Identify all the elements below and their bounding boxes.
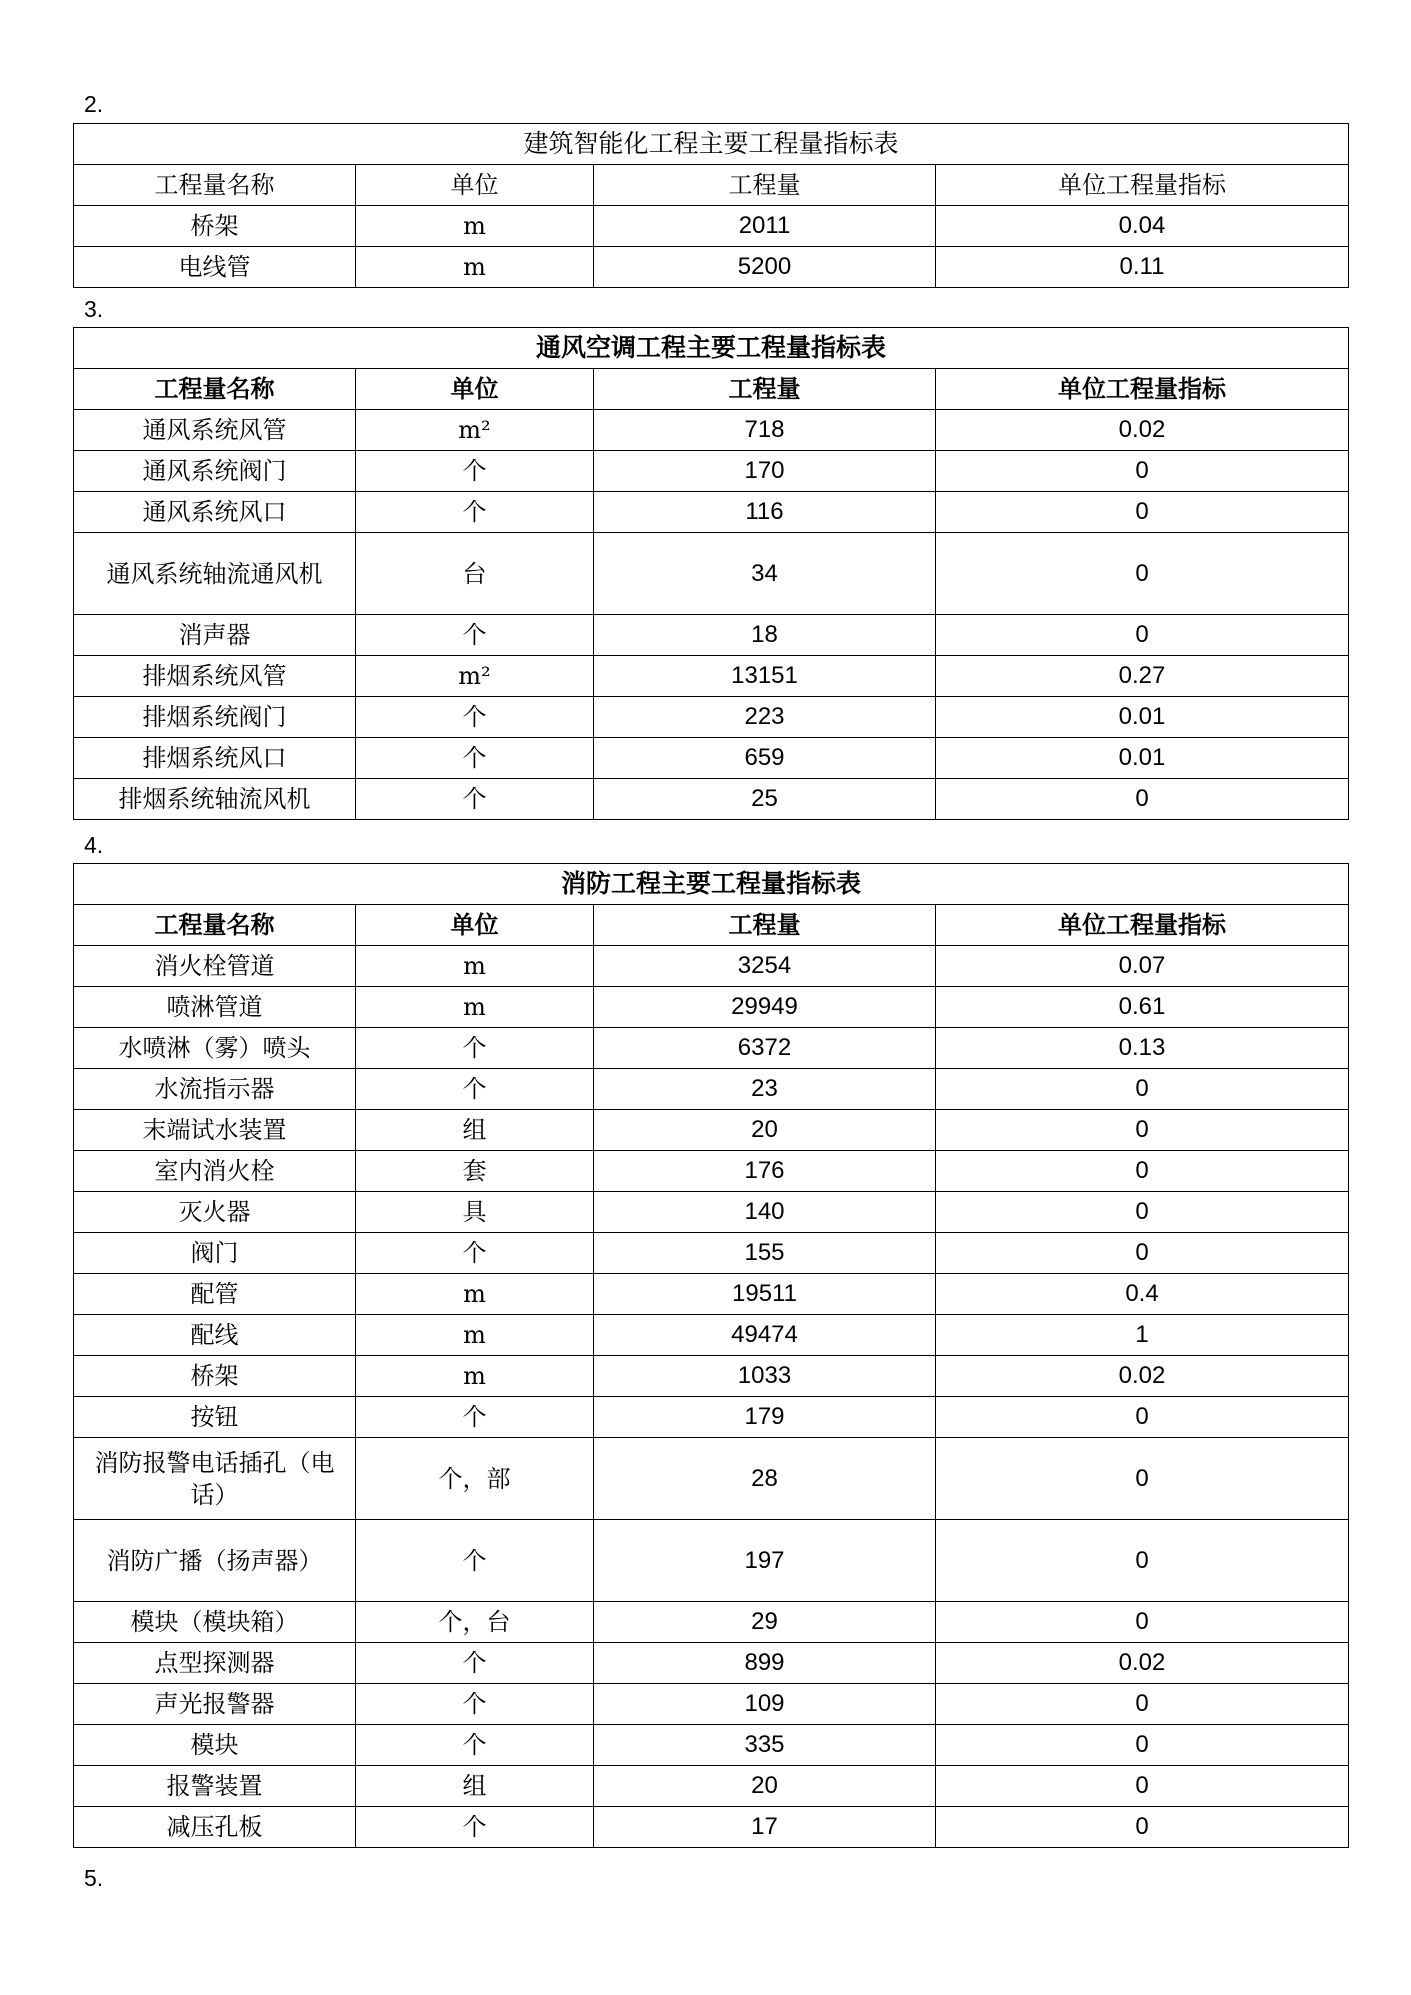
cell-quantity: 6372 — [594, 1028, 936, 1069]
table-row — [74, 1274, 1349, 1315]
cell-name: 消防广播（扬声器） — [74, 1520, 356, 1602]
cell-unit: m — [356, 1274, 594, 1315]
cell-quantity: 197 — [594, 1520, 936, 1602]
table-row — [74, 533, 1349, 615]
cell-name: 消火栓管道 — [74, 946, 356, 987]
cell-quantity: 179 — [594, 1397, 936, 1438]
header-quantity: 工程量 — [594, 369, 936, 410]
cell-name: 排烟系统风口 — [74, 738, 356, 779]
cell-index: 0.4 — [936, 1274, 1349, 1315]
cell-index: 0 — [936, 1807, 1349, 1848]
cell-quantity: 34 — [594, 533, 936, 615]
cell-index: 0 — [936, 1069, 1349, 1110]
cell-name: 排烟系统阀门 — [74, 697, 356, 738]
cell-unit: 个 — [356, 738, 594, 779]
cell-quantity: 718 — [594, 410, 936, 451]
cell-name: 消声器 — [74, 615, 356, 656]
cell-name: 通风系统轴流通风机 — [74, 533, 356, 615]
table-row — [74, 1151, 1349, 1192]
table-row — [74, 946, 1349, 987]
cell-index: 0 — [936, 1233, 1349, 1274]
header-index: 单位工程量指标 — [936, 165, 1349, 206]
table-row — [74, 1602, 1349, 1643]
cell-unit: 个，台 — [356, 1602, 594, 1643]
cell-name: 桥架 — [74, 1356, 356, 1397]
cell-unit: 个 — [356, 1397, 594, 1438]
cell-index: 0 — [936, 1766, 1349, 1807]
table-hvac — [73, 327, 1349, 820]
table-title: 建筑智能化工程主要工程量指标表 — [74, 124, 1349, 165]
cell-index: 0 — [936, 615, 1349, 656]
table-row — [74, 1766, 1349, 1807]
table-row — [74, 1725, 1349, 1766]
cell-index: 0.02 — [936, 1356, 1349, 1397]
header-unit: 单位 — [356, 905, 594, 946]
cell-name: 模块（模块箱） — [74, 1602, 356, 1643]
table-row — [74, 1028, 1349, 1069]
cell-index: 0 — [936, 1438, 1349, 1520]
cell-index: 0.01 — [936, 697, 1349, 738]
cell-index: 0.04 — [936, 206, 1349, 247]
table-row — [74, 1315, 1349, 1356]
header-unit: 单位 — [356, 165, 594, 206]
cell-name: 减压孔板 — [74, 1807, 356, 1848]
cell-name: 点型探测器 — [74, 1643, 356, 1684]
cell-quantity: 25 — [594, 779, 936, 820]
cell-name: 通风系统阀门 — [74, 451, 356, 492]
cell-unit: 个 — [356, 1233, 594, 1274]
table-body — [74, 206, 1349, 288]
cell-quantity: 23 — [594, 1069, 936, 1110]
table-row — [74, 1520, 1349, 1602]
cell-quantity: 49474 — [594, 1315, 936, 1356]
cell-index: 0 — [936, 1192, 1349, 1233]
cell-name: 报警装置 — [74, 1766, 356, 1807]
cell-quantity: 5200 — [594, 247, 936, 288]
cell-unit: 个 — [356, 615, 594, 656]
cell-index: 0.11 — [936, 247, 1349, 288]
cell-name: 桥架 — [74, 206, 356, 247]
cell-unit: 个，部 — [356, 1438, 594, 1520]
table-row — [74, 1192, 1349, 1233]
cell-name: 喷淋管道 — [74, 987, 356, 1028]
cell-quantity: 19511 — [594, 1274, 936, 1315]
cell-unit: 具 — [356, 1192, 594, 1233]
cell-quantity: 3254 — [594, 946, 936, 987]
cell-quantity: 1033 — [594, 1356, 936, 1397]
header-name: 工程量名称 — [74, 905, 356, 946]
table-row — [74, 1684, 1349, 1725]
header-unit: 单位 — [356, 369, 594, 410]
cell-quantity: 155 — [594, 1233, 936, 1274]
table-building-intelligence — [73, 123, 1349, 288]
cell-index: 0.01 — [936, 738, 1349, 779]
cell-quantity: 140 — [594, 1192, 936, 1233]
table-row — [74, 451, 1349, 492]
cell-index: 0.07 — [936, 946, 1349, 987]
cell-quantity: 28 — [594, 1438, 936, 1520]
cell-unit: m — [356, 206, 594, 247]
table-body — [74, 410, 1349, 820]
cell-unit: 台 — [356, 533, 594, 615]
table-fire-protection — [73, 863, 1349, 1848]
table-row — [74, 987, 1349, 1028]
cell-index: 1 — [936, 1315, 1349, 1356]
cell-name: 水喷淋（雾）喷头 — [74, 1028, 356, 1069]
cell-index: 0 — [936, 779, 1349, 820]
cell-quantity: 29949 — [594, 987, 936, 1028]
cell-index: 0.02 — [936, 410, 1349, 451]
cell-name: 排烟系统风管 — [74, 656, 356, 697]
header-quantity: 工程量 — [594, 905, 936, 946]
table-title: 消防工程主要工程量指标表 — [74, 864, 1349, 905]
cell-index: 0 — [936, 1684, 1349, 1725]
table-body — [74, 946, 1349, 1848]
table-row — [74, 656, 1349, 697]
cell-quantity: 2011 — [594, 206, 936, 247]
cell-name: 配管 — [74, 1274, 356, 1315]
table-row — [74, 247, 1349, 288]
cell-quantity: 176 — [594, 1151, 936, 1192]
cell-unit: m — [356, 247, 594, 288]
table-row — [74, 206, 1349, 247]
header-name: 工程量名称 — [74, 369, 356, 410]
cell-unit: 个 — [356, 492, 594, 533]
section-number-4: 4. — [84, 832, 104, 858]
cell-unit: 个 — [356, 779, 594, 820]
cell-quantity: 20 — [594, 1766, 936, 1807]
cell-quantity: 29 — [594, 1602, 936, 1643]
cell-name: 模块 — [74, 1725, 356, 1766]
cell-unit: 个 — [356, 1069, 594, 1110]
cell-name: 室内消火栓 — [74, 1151, 356, 1192]
cell-index: 0 — [936, 492, 1349, 533]
table-row — [74, 1233, 1349, 1274]
cell-index: 0 — [936, 533, 1349, 615]
cell-quantity: 170 — [594, 451, 936, 492]
cell-quantity: 223 — [594, 697, 936, 738]
cell-unit: m² — [356, 410, 594, 451]
cell-unit: m² — [356, 656, 594, 697]
cell-unit: 个 — [356, 1684, 594, 1725]
cell-name: 电线管 — [74, 247, 356, 288]
section-number-2: 2. — [84, 91, 104, 117]
cell-name: 按钮 — [74, 1397, 356, 1438]
cell-index: 0.02 — [936, 1643, 1349, 1684]
cell-name: 排烟系统轴流风机 — [74, 779, 356, 820]
cell-unit: 个 — [356, 1807, 594, 1848]
cell-index: 0 — [936, 1110, 1349, 1151]
table-row — [74, 1069, 1349, 1110]
cell-quantity: 335 — [594, 1725, 936, 1766]
cell-quantity: 109 — [594, 1684, 936, 1725]
cell-name: 水流指示器 — [74, 1069, 356, 1110]
cell-unit: m — [356, 946, 594, 987]
cell-unit: m — [356, 987, 594, 1028]
cell-unit: 个 — [356, 1643, 594, 1684]
header-index: 单位工程量指标 — [936, 369, 1349, 410]
cell-unit: 组 — [356, 1766, 594, 1807]
cell-quantity: 17 — [594, 1807, 936, 1848]
cell-quantity: 116 — [594, 492, 936, 533]
cell-index: 0 — [936, 1151, 1349, 1192]
cell-quantity: 18 — [594, 615, 936, 656]
cell-unit: 个 — [356, 697, 594, 738]
header-index: 单位工程量指标 — [936, 905, 1349, 946]
cell-unit: 个 — [356, 1520, 594, 1602]
cell-unit: m — [356, 1356, 594, 1397]
table-row — [74, 1110, 1349, 1151]
section-number-3: 3. — [84, 296, 104, 322]
cell-index: 0 — [936, 1397, 1349, 1438]
cell-index: 0.27 — [936, 656, 1349, 697]
cell-quantity: 659 — [594, 738, 936, 779]
cell-unit: 套 — [356, 1151, 594, 1192]
cell-name: 消防报警电话插孔（电话） — [74, 1438, 356, 1520]
table-row — [74, 697, 1349, 738]
cell-name: 通风系统风管 — [74, 410, 356, 451]
cell-index: 0 — [936, 1602, 1349, 1643]
cell-quantity: 13151 — [594, 656, 936, 697]
table-row — [74, 615, 1349, 656]
cell-unit: 组 — [356, 1110, 594, 1151]
cell-name: 声光报警器 — [74, 1684, 356, 1725]
cell-index: 0 — [936, 451, 1349, 492]
cell-name: 配线 — [74, 1315, 356, 1356]
cell-name: 灭火器 — [74, 1192, 356, 1233]
cell-name: 通风系统风口 — [74, 492, 356, 533]
table-row — [74, 1807, 1349, 1848]
table-row — [74, 1438, 1349, 1520]
table-title: 通风空调工程主要工程量指标表 — [74, 328, 1349, 369]
table-row — [74, 492, 1349, 533]
header-quantity: 工程量 — [594, 165, 936, 206]
cell-index: 0.13 — [936, 1028, 1349, 1069]
table-row — [74, 738, 1349, 779]
cell-name: 阀门 — [74, 1233, 356, 1274]
table-row — [74, 1356, 1349, 1397]
cell-quantity: 899 — [594, 1643, 936, 1684]
cell-quantity: 20 — [594, 1110, 936, 1151]
cell-index: 0 — [936, 1520, 1349, 1602]
section-number-5: 5. — [84, 1865, 104, 1891]
cell-unit: 个 — [356, 451, 594, 492]
table-row — [74, 1643, 1349, 1684]
cell-name: 末端试水装置 — [74, 1110, 356, 1151]
table-row — [74, 410, 1349, 451]
cell-unit: 个 — [356, 1028, 594, 1069]
cell-index: 0.61 — [936, 987, 1349, 1028]
cell-unit: m — [356, 1315, 594, 1356]
cell-index: 0 — [936, 1725, 1349, 1766]
header-name: 工程量名称 — [74, 165, 356, 206]
table-row — [74, 1397, 1349, 1438]
cell-unit: 个 — [356, 1725, 594, 1766]
table-row — [74, 779, 1349, 820]
